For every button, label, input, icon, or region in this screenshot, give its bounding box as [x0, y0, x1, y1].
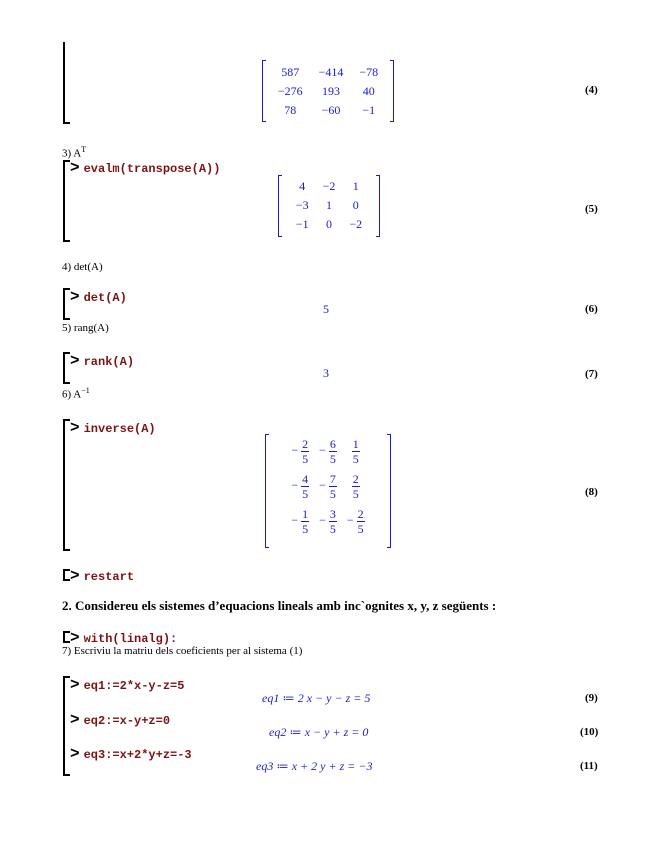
matrix-cell: −2	[349, 217, 363, 231]
numerator: 1	[302, 507, 309, 521]
numerator: 6	[329, 437, 336, 451]
matrix-row	[289, 177, 369, 196]
minus-sign: −	[291, 513, 299, 528]
matrix-cell: 0	[352, 198, 359, 212]
numerator: 3	[329, 507, 336, 521]
execution-group-bracket	[63, 42, 65, 124]
matrix-row	[270, 82, 386, 101]
result-matrix-5	[278, 175, 380, 237]
matrix-row	[286, 469, 369, 504]
matrix-row	[286, 504, 369, 539]
matrix-cell: −2	[322, 179, 336, 193]
minus-sign: −	[319, 478, 326, 493]
matrix-cell: 4	[299, 179, 306, 193]
matrix-row	[286, 434, 369, 469]
result-value: 5	[323, 302, 329, 316]
result-matrix-8	[265, 434, 391, 548]
result-matrix-4	[262, 60, 394, 122]
equation-output-eq2: eq2 ≔ x − y + z = 0	[269, 725, 369, 739]
equation-number: (9)	[585, 692, 598, 704]
execution-group-bracket	[63, 569, 65, 581]
matrix-cell	[314, 434, 342, 469]
matrix-cell	[314, 504, 342, 539]
matrix-cell: −60	[321, 103, 341, 117]
input-line-eq1[interactable]: > eq1:=2*x-y-z=5	[70, 676, 185, 694]
input-line[interactable]: > restart	[70, 567, 135, 585]
numerator: 1	[352, 437, 359, 451]
execution-group-bracket	[63, 352, 65, 384]
fraction	[329, 437, 337, 466]
matrix-cell	[286, 434, 314, 469]
input-line[interactable]: > with(linalg):	[70, 629, 178, 647]
matrix-cell: 1	[352, 179, 359, 193]
input-line[interactable]: > rank(A)	[70, 352, 135, 370]
equation-number: (6)	[585, 303, 598, 315]
minus-sign: −	[291, 443, 299, 458]
denominator: 5	[352, 452, 359, 466]
matrix-cell: 1	[326, 198, 332, 212]
matrix-cell	[342, 434, 370, 469]
result-value: 3	[323, 366, 329, 380]
execution-group-bracket	[63, 676, 65, 776]
section-label: 3) $A^T$	[62, 145, 87, 160]
section-label: 6) $A^{-1}$	[62, 386, 90, 401]
fraction	[301, 437, 309, 466]
matrix-cell: −1	[362, 103, 376, 117]
matrix-cell: 40	[362, 84, 375, 98]
equation-number: (10)	[580, 726, 599, 738]
matrix-cell	[342, 504, 370, 539]
section-label: 4) det(A)	[62, 261, 103, 273]
equation-number: (7)	[585, 368, 598, 380]
matrix-row	[270, 101, 386, 120]
input-line-eq3[interactable]: > eq3:=x+2*y+z=-3	[70, 745, 192, 763]
section-label: 5) rang(A)	[62, 322, 109, 334]
section-label: 7) Escriviu la matriu dels coeficients per al sistema (1)	[62, 645, 303, 657]
execution-group-bracket	[63, 288, 65, 320]
execution-group-bracket	[63, 419, 65, 551]
matrix-cell: 193	[322, 84, 340, 98]
input-line-eq2[interactable]: > eq2:=x-y+z=0	[70, 711, 171, 729]
numerator: 2	[302, 437, 309, 451]
matrix-cell	[286, 469, 314, 504]
matrix-cell: 0	[326, 217, 332, 231]
matrix-cell	[342, 469, 370, 504]
matrix-row	[289, 215, 369, 234]
fraction	[357, 507, 365, 536]
matrix-row	[289, 196, 369, 215]
matrix-cell: −1	[295, 217, 309, 231]
equation-output-eq3: eq3 ≔ x + 2 y + z = −3	[256, 759, 373, 773]
fraction	[352, 437, 360, 466]
matrix-cell: 78	[284, 103, 297, 117]
denominator: 5	[352, 487, 359, 501]
fraction	[301, 472, 309, 501]
denominator: 5	[357, 522, 364, 536]
matrix-cell: −414	[318, 65, 344, 79]
numerator: 4	[302, 472, 309, 486]
input-line[interactable]: > det(A)	[70, 288, 127, 306]
fraction	[352, 472, 360, 501]
denominator: 5	[329, 522, 336, 536]
matrix-cell: −78	[359, 65, 379, 79]
numerator: 2	[352, 472, 359, 486]
section-heading: 2. Considereu els sistemes d’equacions lineals amb inc`ognites x, y, z següents :	[62, 598, 497, 613]
numerator: 7	[329, 472, 336, 486]
minus-sign: −	[319, 513, 326, 528]
matrix-cell: 587	[281, 65, 300, 79]
denominator: 5	[302, 452, 309, 466]
execution-group-bracket	[63, 160, 65, 242]
minus-sign: −	[319, 443, 326, 458]
matrix-cell	[286, 504, 314, 539]
input-line[interactable]: > inverse(A)	[70, 419, 156, 437]
equation-number: (8)	[585, 486, 598, 498]
numerator: 2	[357, 507, 364, 521]
equation-output-eq1: eq1 ≔ 2 x − y − z = 5	[262, 691, 371, 705]
denominator: 5	[302, 487, 309, 501]
fraction	[301, 507, 309, 536]
minus-sign: −	[346, 513, 354, 528]
matrix-cell	[314, 469, 342, 504]
equation-number: (5)	[585, 203, 598, 215]
equation-number: (4)	[585, 84, 598, 96]
denominator: 5	[329, 487, 336, 501]
fraction	[329, 507, 337, 536]
minus-sign: −	[291, 478, 299, 493]
matrix-cell: −3	[295, 198, 309, 212]
matrix-cell: −276	[277, 84, 303, 98]
fraction	[329, 472, 337, 501]
equation-number: (11)	[580, 760, 598, 772]
denominator: 5	[302, 522, 309, 536]
input-line[interactable]: > evalm(transpose(A))	[70, 159, 221, 177]
matrix-row	[270, 63, 386, 82]
denominator: 5	[329, 452, 336, 466]
execution-group-bracket	[63, 631, 65, 643]
